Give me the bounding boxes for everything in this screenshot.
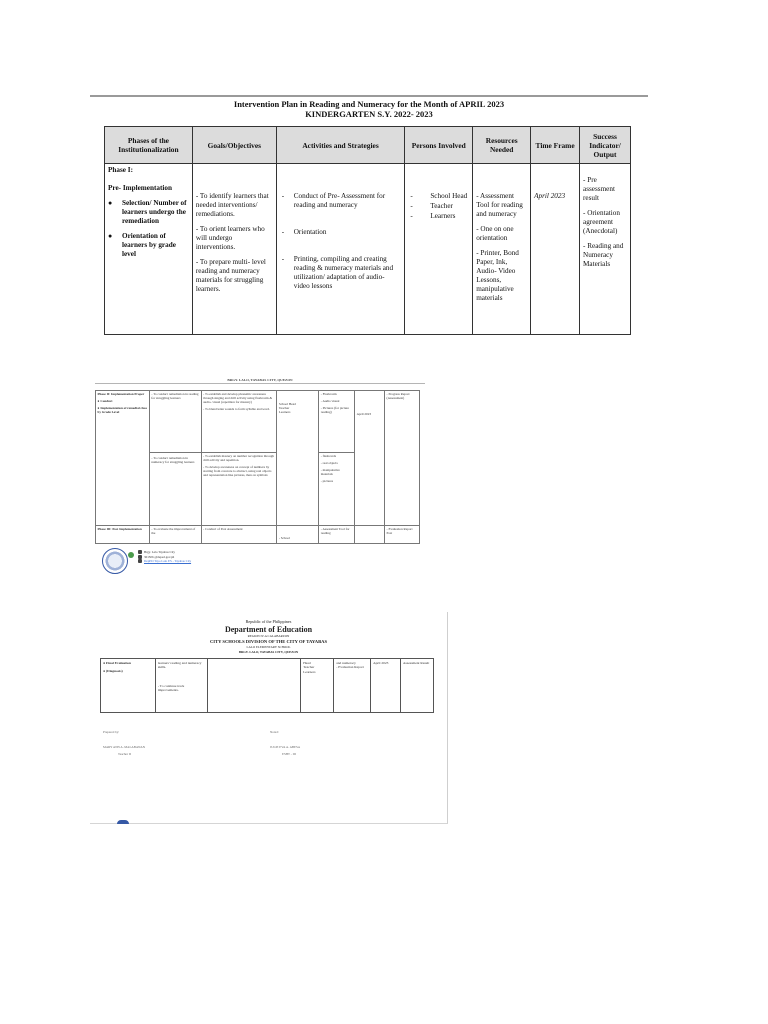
person-item: - Teacher	[408, 202, 469, 211]
plan-subtitle: KINDERGARTEN S.Y. 2022- 2023	[305, 109, 433, 119]
republic-label: Republic of the Philippines	[245, 619, 292, 624]
phase2-bullet-text: Conduct	[100, 399, 113, 403]
resource-item: - Evaluation Report	[336, 665, 364, 669]
phase-bullet: ● Selection/ Number of learners undergo the remediation	[108, 199, 189, 226]
evaluation-table	[100, 658, 434, 713]
phase-bullet: ● Orientation of learners by grade level	[108, 232, 189, 259]
header-persons: Persons Involved	[405, 127, 473, 164]
header-activities: Activities and Strategies	[276, 127, 405, 164]
deped-seal-icon	[102, 548, 128, 574]
resources-cell	[319, 391, 355, 453]
phase2-cell	[96, 391, 150, 526]
resources-cell	[473, 164, 531, 335]
activities-cell	[276, 164, 405, 335]
person-item: Head	[303, 660, 311, 665]
goals-cell	[155, 659, 207, 713]
persons-cell	[277, 391, 319, 526]
goals-cell	[192, 164, 276, 335]
eval-bullet-text: Final Evaluation	[106, 660, 131, 665]
table-header-row	[105, 127, 631, 164]
address-label: BRGY. LALO, TAYABAS CITY, QUEZON	[238, 650, 299, 654]
goal-item: learners' reading and numeracy skills.	[157, 660, 202, 669]
header-resources: Resources Needed	[473, 127, 531, 164]
activity-item: - To develop awareness on concept of numbers by starting from concrete to abstract, using real objects and representation like pictures, then on symbols	[203, 465, 272, 477]
goal-item: - To identify learners that needed interventions/ remediations.	[195, 192, 269, 218]
time-cell: April 2023	[371, 659, 401, 713]
persons-cell	[405, 164, 473, 335]
region-label: REGION IV-A CALABARZON	[247, 633, 290, 638]
time-value: April 2023	[356, 412, 372, 416]
activity-item: - Conduct of Pre- Assessment for reading and numeracy	[280, 192, 402, 210]
phase-label: Phase I:	[108, 166, 133, 174]
table-row	[101, 659, 434, 713]
phase-bullet-list	[108, 199, 189, 259]
activity-item: - To establish mastery on number recognition through drill activity and repetition.	[203, 454, 275, 462]
activity-item: - Printing, compiling and creating reading & numeracy materials and utilization/ adaptation of audio- video lessons	[280, 255, 402, 291]
resource-item: - One on one orientation	[476, 225, 514, 242]
resources-cell: - Assessment Tool for reading	[319, 526, 355, 544]
deped-letterhead	[92, 619, 445, 656]
header-phases: Phases of the Institutionalization	[105, 127, 193, 164]
phase2-title: Phase II: Implementation Proper	[97, 392, 145, 396]
person-item: - School	[278, 536, 290, 540]
time-frame-cell	[531, 164, 580, 335]
goals-cell: - To evaluate the improvement of the	[149, 526, 201, 544]
time-cell	[355, 526, 385, 544]
goal-item: - To orient learners who will undergo interventions.	[195, 225, 265, 251]
person-item: - School Head	[408, 192, 469, 201]
header-success-indicator: Success Indicator/ Output	[580, 127, 631, 164]
activities-cell: - Conduct of Post Assessment	[201, 526, 277, 544]
phase3-cell: Phase III: Post Implementation	[96, 526, 150, 544]
resources-cell	[334, 659, 371, 713]
success-cell: - Evaluation Report Post	[385, 526, 420, 544]
page2-footer	[100, 548, 250, 578]
persons-cell	[301, 659, 334, 713]
implementation-table	[95, 390, 420, 544]
persons-cell	[277, 526, 319, 544]
contact-info	[138, 550, 191, 564]
top-rule	[90, 95, 648, 97]
person-item: - Learners	[408, 212, 469, 221]
person-item: School Head	[278, 402, 296, 406]
header-goals: Goals/Objectives	[192, 127, 276, 164]
resource-item: - Printer, Bond Paper, Ink, Audio- Video Lessons, manipulative materials	[476, 249, 519, 302]
phase2-bullet: ● Implementation of remedial class by Grade Level	[97, 406, 148, 414]
success-cell: - Progress Report (Assessment)	[385, 391, 420, 526]
head-name: JULIE EVA A. ABESA	[270, 745, 301, 749]
activities-cell	[201, 391, 277, 453]
teacher-name: MARY ANN A. MALABANAN	[103, 745, 146, 749]
person-item: Learners	[303, 669, 316, 674]
resources-cell	[319, 453, 355, 526]
resource-item: - manipulative materials	[320, 468, 340, 476]
phase-name: Pre- Implementation	[108, 184, 172, 192]
resource-item: - Pictures (for picture reading)	[320, 406, 350, 414]
teacher-position: Teacher II	[118, 752, 131, 756]
phase-cell	[101, 659, 156, 713]
email-icon	[138, 555, 142, 559]
plan-title: Intervention Plan in Reading and Numeracy for the Month of APRIL 2023	[233, 99, 505, 109]
resource-item: - Audio visual	[320, 399, 340, 403]
header-time-frame: Time Frame	[531, 127, 580, 164]
contact-line	[138, 559, 191, 564]
facebook-icon	[138, 559, 142, 563]
location-pin-icon	[128, 552, 134, 558]
head-position: ESHT - III	[282, 752, 296, 756]
person-item: Learners	[278, 410, 291, 414]
success-cell: Assessment Result	[401, 659, 434, 713]
resource-item: and numeracy	[336, 660, 356, 665]
time-cell	[355, 391, 385, 526]
seal-fragment-icon	[117, 820, 129, 824]
success-item: - Pre assessment result	[583, 176, 615, 202]
page2-header: BRGY. LALO, TAYABAS CITY, QUEZON	[227, 378, 293, 382]
eval-bullet: ● (Diagnosis)	[103, 669, 123, 673]
activity-item: - To blend letter sounds to form syllable and word.	[203, 407, 270, 411]
contact-email: 301506 @deped.gov.ph	[144, 554, 175, 559]
phase-cell	[105, 164, 193, 335]
goals-cell	[149, 453, 201, 526]
department-name: Department of Education	[224, 624, 313, 634]
resource-item: - pictures	[320, 479, 334, 483]
table-row	[105, 164, 631, 335]
activity-item: - Orientation	[280, 228, 402, 237]
goal-item: - To conduct remediation in numeracy for struggling learners	[151, 456, 195, 464]
school-label: LALO ELEMENTARY SCHOOL	[246, 644, 291, 649]
table-row	[96, 526, 420, 544]
person-item: Teacher	[278, 406, 290, 410]
map-pin-icon	[138, 550, 142, 554]
activities-cell	[201, 453, 277, 526]
goal-item: - To continue track improvements.	[157, 683, 185, 692]
phase2-bullet: ● Conduct	[97, 399, 113, 403]
person-item: Teacher	[303, 665, 315, 669]
resource-item: - flashcards	[320, 454, 337, 458]
prepared-by-label: Prepared by:	[103, 730, 120, 734]
contact-facebook-link[interactable]: DepED Tayo Lalo ES - Tayabas City	[144, 559, 192, 563]
eval-bullet: ● Final Evaluation	[103, 660, 131, 665]
goal-item: - To prepare multi- level reading and numeracy materials for struggling learners.	[195, 258, 266, 293]
division-label: CITY SCHOOLS DIVISION OF THE CITY OF TAYABAS	[209, 639, 328, 644]
success-item: - Orientation agreement (Anecdotal)	[583, 209, 620, 235]
time-frame-value: April 2023	[534, 192, 566, 200]
noted-label: Noted:	[270, 730, 279, 734]
resource-item: - Assessment Tool for reading and numeracy	[476, 192, 523, 218]
activity-item: - To establish and develop phonemic awareness through singing and drill activity using flashcards & audio- visual (repetition for mastery)	[203, 392, 273, 404]
contact-address: Brgy. Lalo Tayabas City	[144, 550, 175, 554]
page2-rule	[95, 383, 425, 384]
resource-item: - real objects	[320, 461, 338, 465]
success-cell	[580, 164, 631, 335]
goals-cell: - To conduct remediation in reading for struggling learners	[149, 391, 201, 453]
eval-bullet-text: (Diagnosis)	[106, 669, 123, 673]
phase2-bullet-text: Implementation of remedial class by Grade Level	[97, 406, 148, 414]
success-item: - Reading and Numeracy Materials	[583, 242, 624, 268]
activities-cell	[207, 659, 301, 713]
table-row	[96, 391, 420, 453]
intervention-plan-table	[104, 126, 631, 335]
resource-item: - Flashcards	[320, 392, 337, 396]
